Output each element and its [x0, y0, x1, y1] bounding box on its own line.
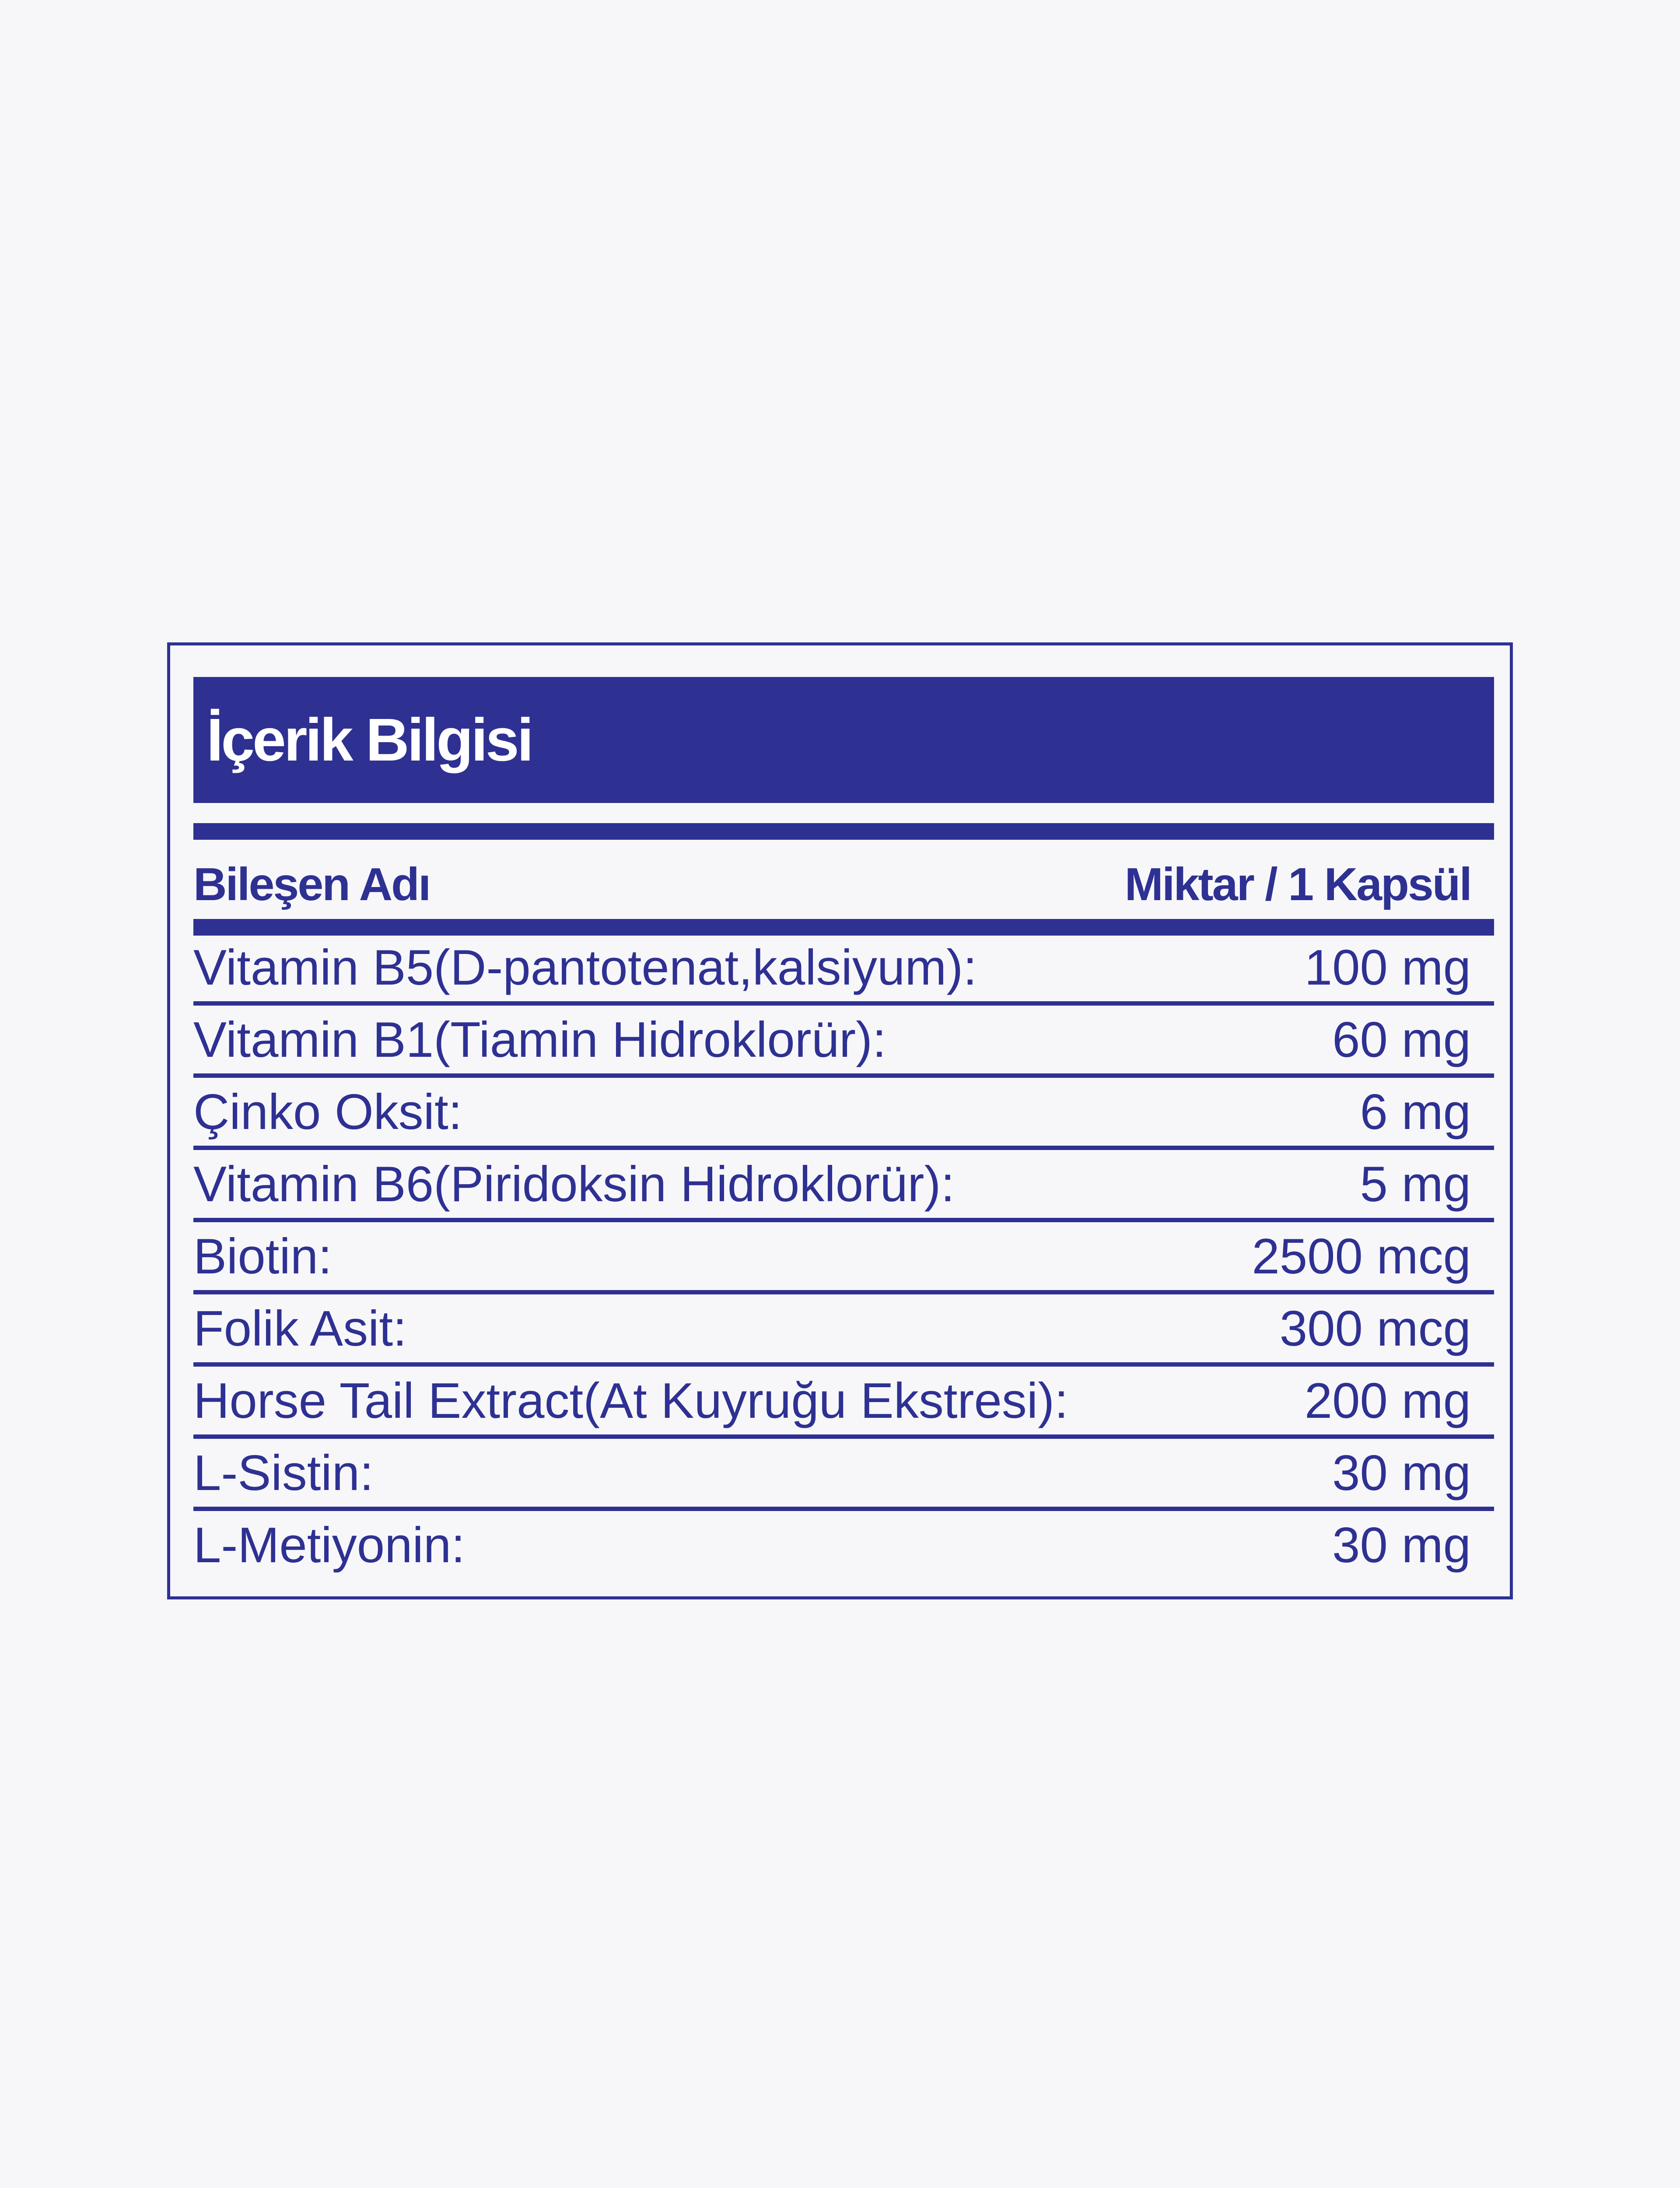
ingredient-name: Folik Asit: — [193, 1301, 407, 1357]
ingredient-info-panel — [167, 642, 1513, 1599]
panel-title: İçerik Bilgisi — [206, 706, 532, 774]
ingredient-table-body — [193, 935, 1494, 1585]
ingredient-name: Vitamin B5(D-pantotenat,kalsiyum): — [193, 940, 977, 996]
title-bar — [193, 677, 1494, 803]
ingredient-name: Çinko Oksit: — [193, 1084, 462, 1140]
table-row — [193, 1151, 1494, 1224]
row-divider — [193, 1362, 1494, 1367]
row-divider — [193, 1146, 1494, 1150]
row-divider — [193, 1073, 1494, 1078]
table-row — [193, 1368, 1494, 1440]
table-row — [193, 1296, 1494, 1368]
ingredient-amount: 30 mg — [1332, 1445, 1471, 1501]
header-top-rule — [193, 823, 1494, 840]
table-row — [193, 1079, 1494, 1151]
ingredient-name: Vitamin B1(Tiamin Hidroklorür): — [193, 1012, 886, 1068]
ingredient-amount: 30 mg — [1332, 1518, 1471, 1573]
ingredient-amount: 100 mg — [1304, 940, 1471, 996]
column-header-name: Bileşen Adı — [193, 859, 430, 910]
row-divider — [193, 1507, 1494, 1511]
ingredient-amount: 300 mcg — [1279, 1301, 1471, 1357]
table-header — [193, 854, 1471, 915]
row-divider — [193, 1290, 1494, 1294]
ingredient-amount: 5 mg — [1360, 1157, 1471, 1212]
column-header-amount: Miktar / 1 Kapsül — [1124, 859, 1471, 910]
header-bottom-rule — [193, 919, 1494, 936]
ingredient-amount: 200 mg — [1304, 1373, 1471, 1429]
table-row — [193, 935, 1494, 1007]
row-divider — [193, 1001, 1494, 1006]
table-row — [193, 1440, 1494, 1512]
ingredient-name: Biotin: — [193, 1229, 332, 1284]
row-divider — [193, 1218, 1494, 1222]
ingredient-amount: 60 mg — [1332, 1012, 1471, 1068]
ingredient-amount: 6 mg — [1360, 1084, 1471, 1140]
ingredient-name: Vitamin B6(Piridoksin Hidroklorür): — [193, 1157, 955, 1212]
table-row — [193, 1512, 1494, 1585]
ingredient-amount: 2500 mcg — [1252, 1229, 1471, 1284]
table-row — [193, 1224, 1494, 1296]
row-divider — [193, 1434, 1494, 1439]
ingredient-name: L-Metiyonin: — [193, 1518, 465, 1573]
ingredient-name: L-Sistin: — [193, 1445, 374, 1501]
ingredient-name: Horse Tail Extract(At Kuyruğu Ekstresi): — [193, 1373, 1068, 1429]
table-row — [193, 1007, 1494, 1079]
